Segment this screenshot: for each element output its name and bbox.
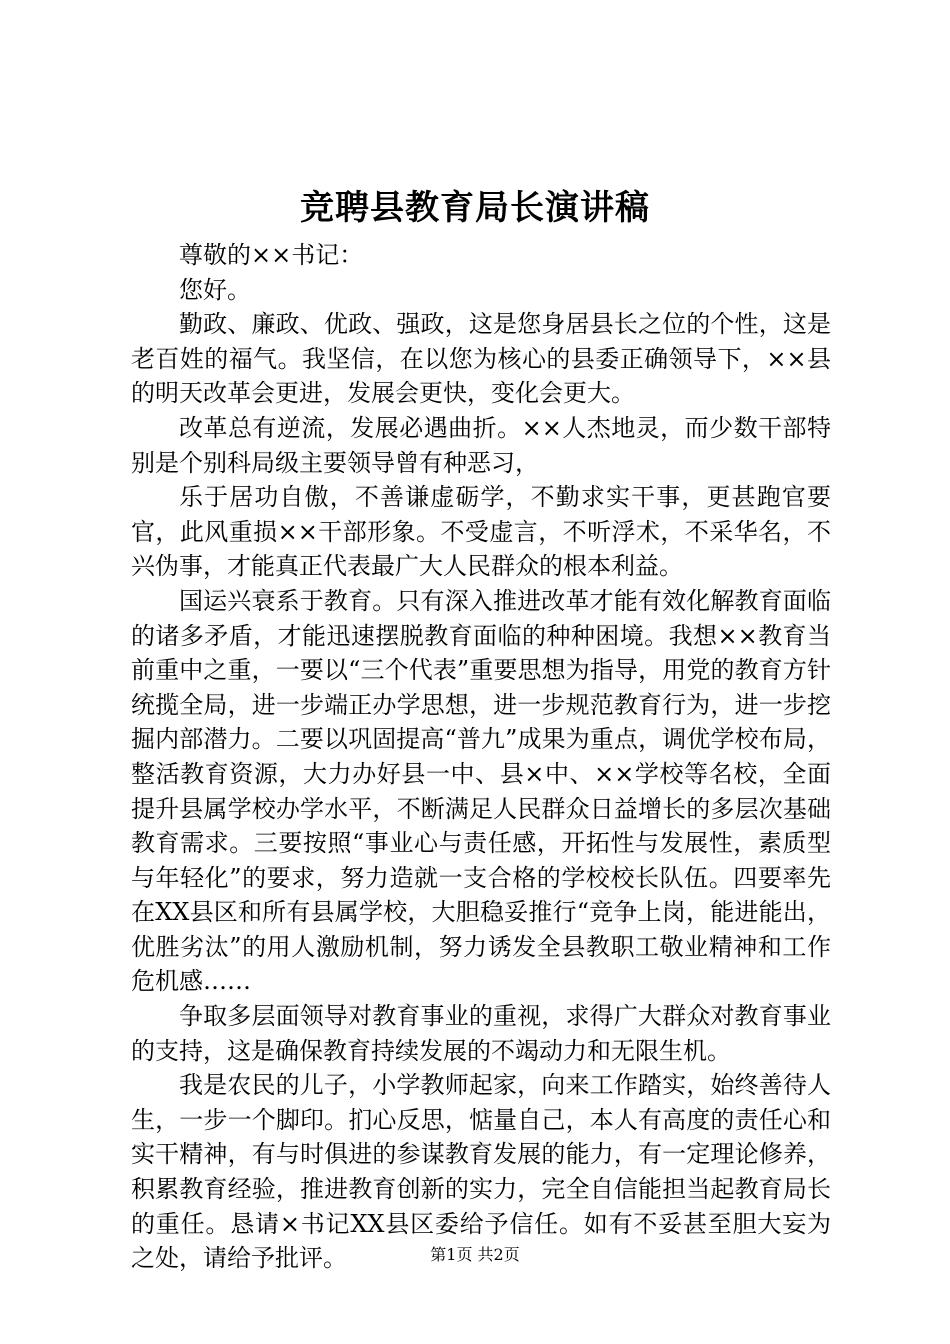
paragraph: 争取多层面领导对教育事业的重视，求得广大群众对教育事业的支持，这是确保教育持续发展的不竭动力和无限生机。 (131, 1002, 831, 1065)
paragraph: 国运兴衰系于教育。只有深入推进改革才能有效化解教育面临的诸多矛盾，才能迅速摆脱教育面临的种种困境。我想××教育当前重中之重，一要以“三个代表”重要思想为指导，用党的教育方针统揽全局，进一步端正办学思想，进一步规范教育行为，进一步挖掘内部潜力。二要以巩固提高“普九”成果为重点，调优学校布局，整活教育资源，大力办好县一中、县×中、××学校等名校，全面提升县属学校办学水平，不断满足人民群众日益增长的多层次基础教育需求。三要按照“事业心与责任感，开拓性与发展性，素质型与年轻化”的要求，努力造就一支合格的学校校长队伍。四要率先在XX县区和所有县属学校，大胆稳妥推行“竞争上岗，能进能出，优胜劣汰”的用人激励机制，努力诱发全县教职工敬业精神和工作危机感…… (131, 586, 831, 996)
paragraph-salutation: 尊敬的××书记： (179, 241, 364, 269)
paragraph: 改革总有逆流，发展必遇曲折。××人杰地灵，而少数干部特别是个别科局级主要领导曾有种恶习， (131, 413, 831, 477)
paragraph: 我是农民的儿子，小学教师起家，向来工作踏实，始终善待人生，一步一个脚印。扪心反思，惦量自己，本人有高度的责任心和实干精神，有与时俱进的参谋教育发展的能力，有一定理论修养，积累教育经验，推进教育创新的实力，完全自信能担当起教育局长的重任。恳请×书记XX县区委给予信任。如有不妥甚至胆大妄为之处，请给予批评。 (131, 1071, 831, 1273)
document-title: 竞聘县教育局长演讲稿 (300, 188, 650, 228)
document-body (131, 238, 831, 1276)
paragraph-greeting: 您好。 (179, 275, 251, 304)
page-number-footer: 第1页 共2页 (430, 1245, 520, 1264)
paragraph: 乐于居功自傲，不善谦虚砺学，不勤求实干事，更甚跑官要官，此风重损××干部形象。不受虚言，不听浮术，不采华名，不兴伪事，才能真正代表最广大人民群众的根本利益。 (131, 483, 831, 581)
paragraph: 勤政、廉政、优政、强政，这是您身居县长之位的个性，这是老百姓的福气。我坚信，在以您为核心的县委正确领导下，××县的明天改革会更进，发展会更快，变化会更大。 (131, 310, 831, 408)
